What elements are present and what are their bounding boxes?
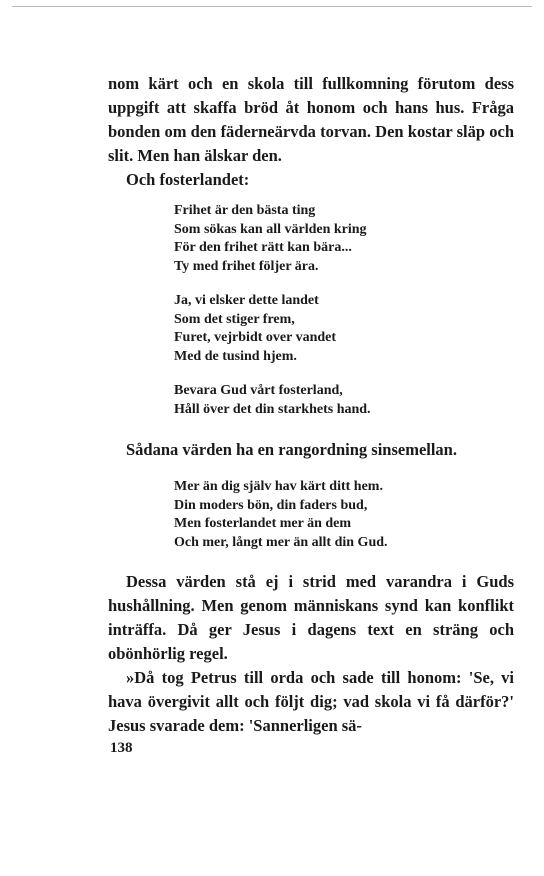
verse-line: Mer än dig själv hav kärt ditt hem.	[174, 479, 383, 494]
prose-block-2	[108, 438, 514, 462]
verse-line: Furet, vejrbidt over vandet	[174, 330, 337, 346]
verse-line: Ja, vi elsker dette landet	[174, 293, 319, 308]
verse-ja-vi-elsker	[174, 292, 494, 366]
verse-bevara-gud	[174, 382, 494, 419]
paragraph-dessa-varden: Dessa värden stå ej i strid med varandra i Guds hushållning. Men genom människans synd kan konflikt inträffa. Då ger Jesus i dagens text en sträng och obönhörlig regel.	[108, 572, 514, 663]
verse-line: Med de tusind hjem.	[174, 348, 297, 364]
verse-line: Frihet är den bästa ting	[174, 203, 316, 218]
prose-block-3	[108, 570, 514, 738]
verse-line: Din moders bön, din faders bud,	[174, 497, 368, 513]
verse-line: Bevara Gud vårt fosterland,	[174, 383, 343, 398]
verse-frihet	[174, 202, 494, 276]
verse-line: För den frihet rätt kan bära...	[174, 240, 352, 256]
verse-line: Håll över det din starkhets hand.	[174, 401, 371, 417]
verse-line: Som sökas kan all världen kring	[174, 221, 367, 237]
paragraph-fosterlandet: Och fosterlandet:	[126, 170, 250, 189]
page-number: 138	[110, 740, 133, 756]
page-top-edge	[12, 6, 532, 7]
paragraph-petrus: »Då tog Petrus till orda och sade till honom: 'Se, vi hava övergivit allt och följt dig; vad skola vi få därför?' Jesus svarade dem: 'Sannerligen sä-	[108, 668, 514, 735]
verse-line: Som det stiger frem,	[174, 311, 295, 327]
paragraph-rangordning: Sådana värden ha en rangordning sinsemellan.	[126, 440, 457, 459]
verse-line: Och mer, långt mer än allt din Gud.	[174, 534, 388, 550]
verse-mer-an-dig	[174, 478, 494, 552]
verse-line: Men fosterlandet mer än dem	[174, 516, 352, 532]
verse-line: Ty med frihet följer ära.	[174, 258, 319, 274]
paragraph-continued: nom kärt och en skola till fullkomning förutom dess uppgift att skaffa bröd åt honom och hans hus. Fråga bonden om den fäderneärvda torvan. Den kostar släp och slit. Men han älskar den.	[108, 74, 514, 165]
prose-block-1	[108, 72, 514, 192]
